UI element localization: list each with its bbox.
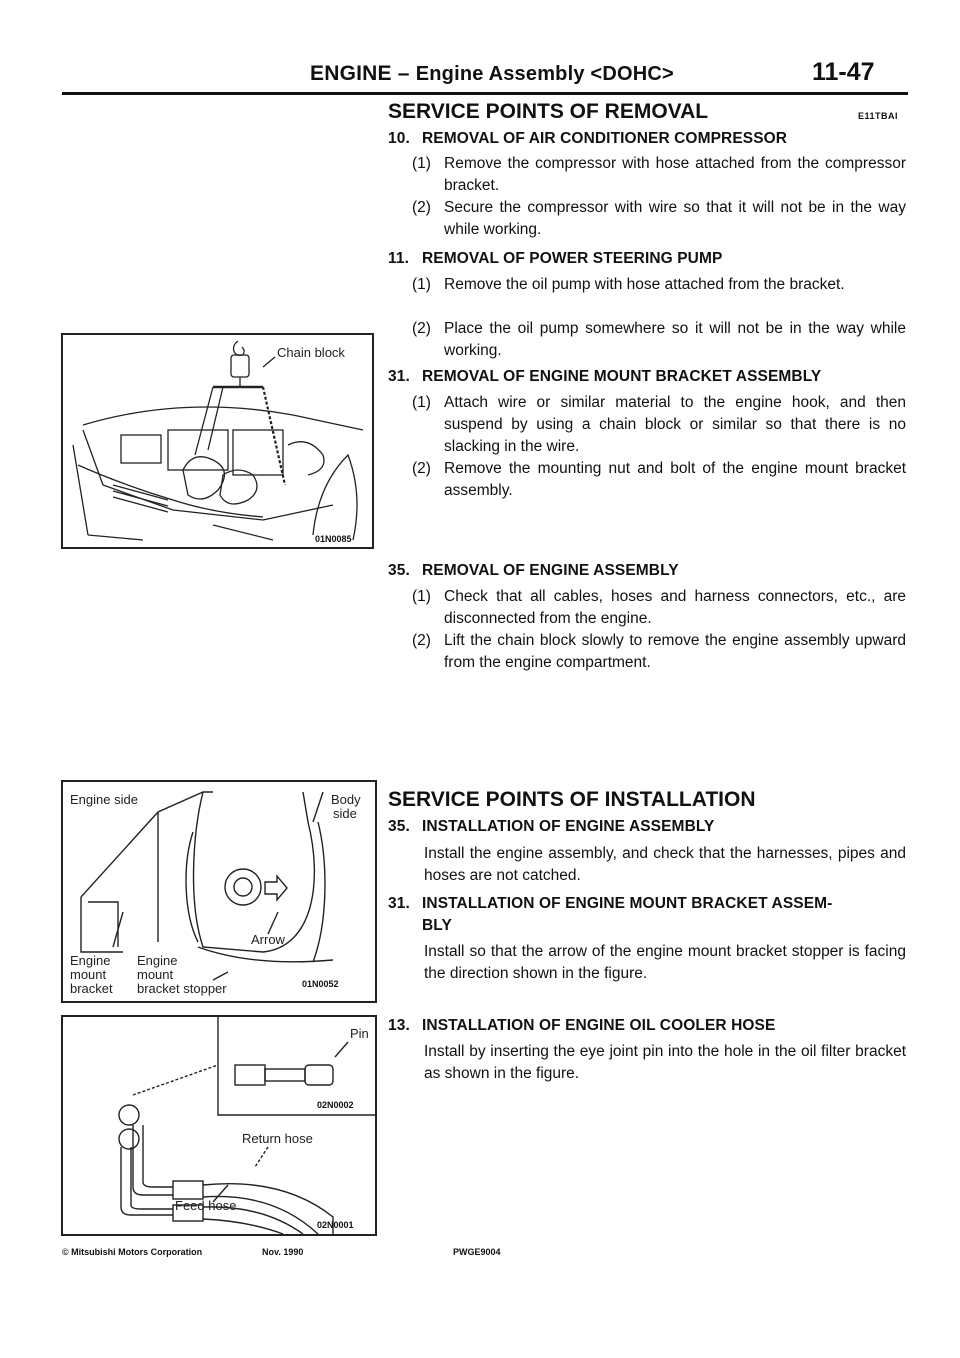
footer-doc-code: PWGE9004 <box>453 1247 501 1257</box>
label-body-side-1: Body <box>331 792 361 807</box>
step-number: (2) <box>412 320 431 337</box>
installation-item-heading <box>388 895 832 913</box>
removal-item-heading <box>388 130 787 148</box>
removal-step <box>412 630 906 674</box>
installation-text: Install the engine assembly, and check that the harnesses, pipes and hoses are not catched. <box>424 845 906 884</box>
removal-step <box>412 586 906 630</box>
figure-code: 02N0001 <box>317 1220 354 1230</box>
figure-code: 01N0085 <box>315 534 352 544</box>
removal-item-heading <box>388 368 821 386</box>
label-emb-3: bracket <box>70 981 113 996</box>
removal-item-heading <box>388 250 722 268</box>
installation-item-heading <box>388 1017 775 1035</box>
figure-chain-block <box>61 333 374 549</box>
step-text: Check that all cables, hoses and harness connectors, etc., are disconnected from the engine. <box>444 588 906 627</box>
label-emb-1: Engine <box>70 953 111 968</box>
removal-step <box>412 318 906 362</box>
figure-engine-mount <box>61 780 377 1003</box>
item-heading-text: REMOVAL OF ENGINE ASSEMBLY <box>422 562 679 579</box>
removal-item-heading <box>388 562 679 580</box>
installation-title: SERVICE POINTS OF INSTALLATION <box>388 788 756 811</box>
figure-code: 01N0052 <box>302 979 339 989</box>
label-embs-2: mount <box>137 967 174 982</box>
label-embs-3: bracket stopper <box>137 981 227 996</box>
label-arrow: Arrow <box>251 932 285 947</box>
footer-copyright: © Mitsubishi Motors Corporation <box>62 1247 203 1257</box>
header-section: ENGINE <box>310 62 392 85</box>
installation-text: Install by inserting the eye joint pin into the hole in the oil filter bracket as shown in the figure. <box>424 1043 906 1082</box>
installation-item-heading <box>388 818 714 836</box>
label-emb-2: mount <box>70 967 107 982</box>
step-text: Secure the compressor with wire so that it will not be in the way while working. <box>444 199 906 238</box>
removal-step <box>412 274 906 296</box>
item-heading-text: REMOVAL OF POWER STEERING PUMP <box>422 250 723 267</box>
step-text: Remove the oil pump with hose attached from the bracket. <box>444 276 845 293</box>
step-number: (1) <box>412 276 431 293</box>
item-number: 35. <box>388 562 410 579</box>
item-number: 13. <box>388 1017 410 1034</box>
footer-date: Nov. 1990 <box>262 1247 304 1257</box>
step-text: Lift the chain block slowly to remove the engine assembly upward from the engine compartment. <box>444 632 906 671</box>
header-title <box>310 62 674 86</box>
item-number: 11. <box>388 250 409 267</box>
step-number: (2) <box>412 632 431 649</box>
item-heading-text: REMOVAL OF ENGINE MOUNT BRACKET ASSEMBLY <box>422 368 822 385</box>
removal-title: SERVICE POINTS OF REMOVAL <box>388 100 709 123</box>
label-return-hose: Return hose <box>242 1131 313 1146</box>
removal-step <box>412 153 906 197</box>
label-chain-block: Chain block <box>277 345 345 360</box>
figure-oil-cooler-hose <box>61 1015 377 1236</box>
step-number: (2) <box>412 199 431 216</box>
engine-mount-illustration <box>63 782 375 1001</box>
engine-bay-illustration <box>63 335 372 547</box>
item-heading-text: INSTALLATION OF ENGINE ASSEMBLY <box>422 818 715 835</box>
item-heading-text: REMOVAL OF AIR CONDITIONER COMPRESSOR <box>422 130 788 147</box>
label-feed-hose: Feed hose <box>175 1198 237 1213</box>
step-text: Attach wire or similar material to the engine hook, and then suspend by using a chain block or similar so that there is no slacking in the wire. <box>444 394 906 455</box>
item-number: 10. <box>388 130 410 147</box>
label-engine-side: Engine side <box>70 792 138 807</box>
header-dash: – <box>397 62 410 85</box>
step-number: (1) <box>412 394 431 411</box>
label-body-side-2: side <box>333 806 357 821</box>
step-number: (2) <box>412 460 431 477</box>
step-text: Remove the compressor with hose attached from the compressor bracket. <box>444 155 906 194</box>
item-number: 35. <box>388 818 410 835</box>
label-pin: Pin <box>350 1026 369 1041</box>
step-text: Remove the mounting nut and bolt of the engine mount bracket assembly. <box>444 460 906 499</box>
header-rule <box>62 92 908 95</box>
step-number: (1) <box>412 588 431 605</box>
removal-step <box>412 197 906 241</box>
removal-step <box>412 392 906 458</box>
figure-code-inset: 02N0002 <box>317 1100 354 1110</box>
label-embs-1: Engine <box>137 953 178 968</box>
page-number: 11-47 <box>812 58 875 86</box>
header-subsection: Engine Assembly <DOHC> <box>415 63 674 85</box>
installation-text: Install so that the arrow of the engine mount bracket stopper is facing the direction shown in the figure. <box>424 943 906 982</box>
item-number: 31. <box>388 895 410 912</box>
installation-item-heading-cont: BLY <box>422 917 452 934</box>
removal-code: E11TBAI <box>858 111 899 121</box>
item-number: 31. <box>388 368 410 385</box>
item-heading-text: INSTALLATION OF ENGINE OIL COOLER HOSE <box>422 1017 776 1034</box>
removal-step <box>412 458 906 502</box>
step-text: Place the oil pump somewhere so it will not be in the way while working. <box>444 320 906 359</box>
step-number: (1) <box>412 155 431 172</box>
item-heading-text: INSTALLATION OF ENGINE MOUNT BRACKET ASSEM- <box>422 895 833 912</box>
